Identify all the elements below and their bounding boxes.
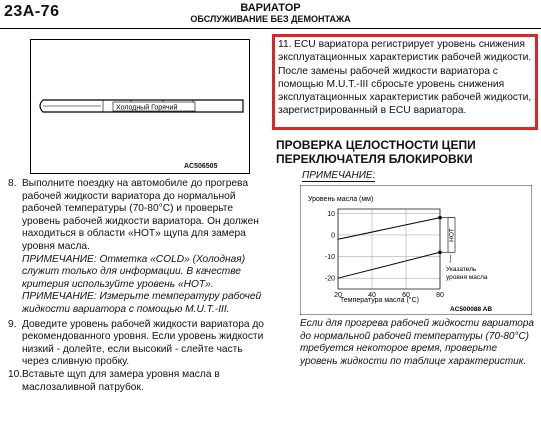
- chart-caption: AC500088 AB: [450, 306, 493, 313]
- dipstick-illustration: [31, 40, 251, 175]
- step-10: [8, 369, 266, 394]
- step-8-number: 8.: [8, 178, 17, 189]
- step-10-text: Вставьте щуп для замера уровня масла в маслозаливной патрубок.: [22, 368, 220, 393]
- step-9: [8, 319, 266, 369]
- dipstick-figure-caption: AC506505: [184, 163, 218, 170]
- oil-level-chart: [300, 185, 532, 315]
- x-tick-label: 80: [436, 292, 444, 299]
- right-note: Если для прогрева рабочей жидкости вариатора до нормальной рабочей температуры (70-80°C) требуется некоторое время, проверьте уровень жидкости по таблице характеристик.: [300, 318, 534, 367]
- step-8: [8, 178, 266, 254]
- dipstick-figure: [30, 39, 250, 174]
- step-11-text: [278, 38, 534, 118]
- chart-annotation-line: уровня масла: [446, 274, 488, 281]
- step-11-number: 11.: [278, 39, 292, 50]
- x-tick-label: 60: [402, 292, 410, 299]
- dipstick-label: Холодный Горячий: [116, 104, 178, 112]
- step-11: [278, 38, 534, 118]
- steps-column: [8, 178, 266, 394]
- step-11-body: ECU вариатора регистрирует уровень снижения эксплуатационных характеристик рабочей жидкости. После замены рабочей жидкости вариатора с помощью M.U.T.-III сбросьте уровень снижения эксплуатационных характеристик рабочей жидкости, зарегистрированный в ECU вариатора.: [278, 39, 532, 117]
- y-tick-label: 0: [331, 232, 335, 240]
- x-tick-label: 40: [368, 292, 376, 299]
- step-8-text: Выполните поездку на автомобиле до прогрева рабочей жидкости вариатора до нормальной рабочей температуры (70-80°C) и проверьте уровень рабочей жидкости вариатора. Он должен находиться в области «HOT» щупа для замера уровня масла.: [22, 178, 259, 252]
- step-8-note-1: ПРИМЕЧАНИЕ: Отметка «COLD» (Холодная) служит только для информации. В качестве критерия используйте уровень «HOT».: [22, 253, 246, 290]
- chart-note-label: [302, 170, 375, 181]
- step-8-note-2: ПРИМЕЧАНИЕ: Измерьте температуру рабочей жидкости вариатора с помощью M.U.T.-III.: [22, 291, 262, 315]
- chart-annotation-line: Указатель: [446, 266, 477, 273]
- hot-band-label: HOT: [448, 228, 456, 242]
- section-heading: ПРОВЕРКА ЦЕЛОСТНОСТИ ЦЕПИ ПЕРЕКЛЮЧАТЕЛЯ БЛОКИРОВКИ: [276, 138, 476, 166]
- y-tick-label: 10: [327, 210, 335, 218]
- chart-note-label-text: ПРИМЕЧАНИЕ:: [302, 170, 376, 181]
- chart-ylabel: Уровень масла (мм): [308, 196, 374, 203]
- title-line-2: ОБСЛУЖИВАНИЕ БЕЗ ДЕМОНТАЖА: [190, 14, 351, 24]
- y-tick-label: -10: [324, 254, 335, 262]
- header-rule: [0, 28, 541, 29]
- title-line-1: ВАРИАТОР: [240, 2, 301, 14]
- oil-level-chart-svg: [300, 185, 532, 315]
- step-10-number: 10.: [8, 368, 23, 380]
- step-9-number: 9.: [8, 318, 17, 330]
- step-9-text: Доведите уровень рабочей жидкости вариатора до рекомендованного уровня. Если уровень жидкости низкий - долейте, если высокий - слейте часть через сливную пробку.: [22, 318, 264, 368]
- page-number: 23A-76: [4, 3, 60, 20]
- y-tick-label: -20: [324, 275, 335, 283]
- page-title: [0, 3, 541, 25]
- x-tick-label: 20: [334, 292, 342, 299]
- chart-xlabel: Температура масла (°C): [340, 297, 419, 304]
